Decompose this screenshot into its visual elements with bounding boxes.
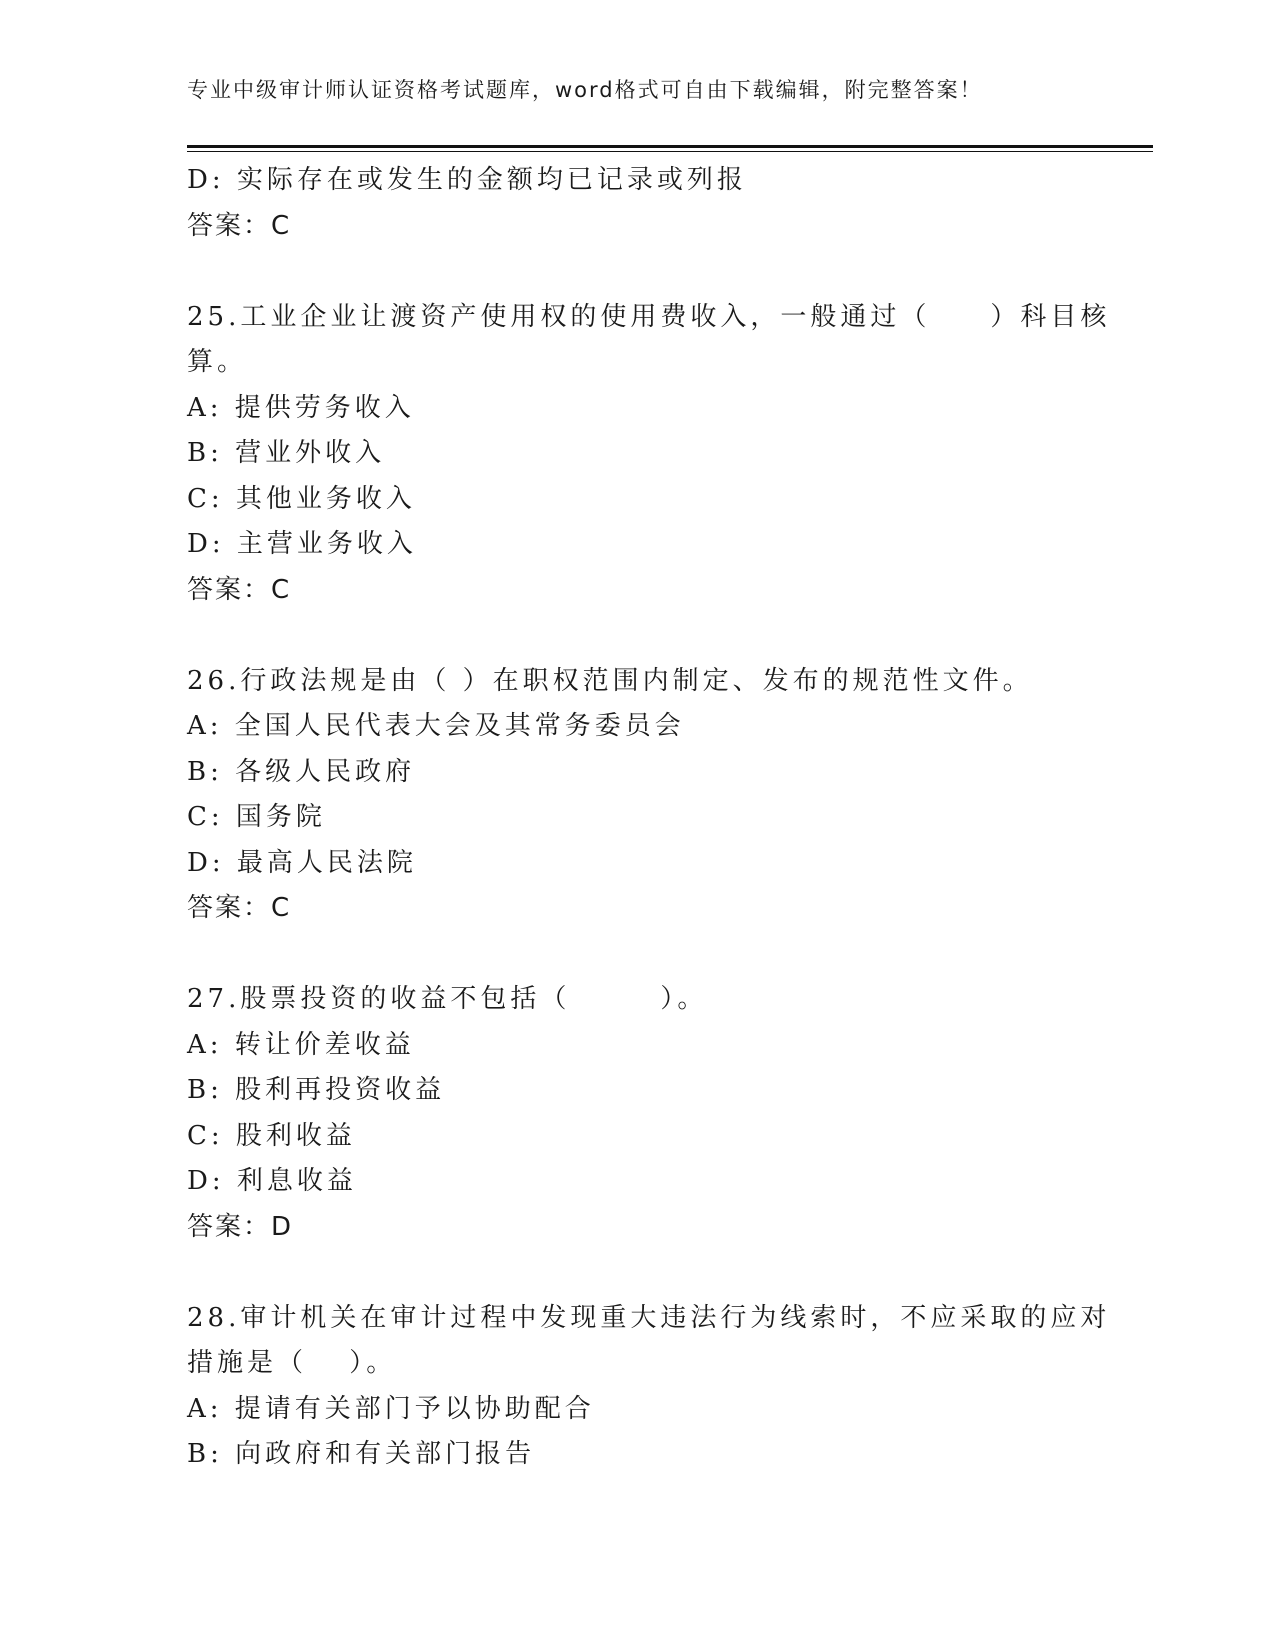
option-b: B: 营业外收入 — [187, 438, 386, 468]
question-27 — [187, 977, 1087, 1250]
option-c: C: 其他业务收入 — [187, 483, 416, 514]
question-28 — [187, 1296, 1111, 1478]
option-d: D: 利息收益 — [187, 1166, 357, 1196]
option-a: A: 转让价差收益 — [187, 1029, 415, 1060]
header-rule-thin — [187, 151, 1153, 152]
question-stem-cont: 算。 — [187, 347, 248, 377]
question-stem-cont: 措施是（ ）。 — [187, 1348, 397, 1378]
answer: 答案：C — [187, 574, 292, 605]
question-25 — [187, 295, 1111, 614]
answer: 答案：C — [187, 210, 292, 241]
option-c: C: 国务院 — [187, 802, 326, 832]
option-d: D: 实际存在或发生的金额均已记录或列报 — [187, 165, 747, 195]
question-stem: 28.审计机关在审计过程中发现重大违法行为线索时，不应采取的应对 — [187, 1302, 1111, 1333]
question-stem: 25.工业企业让渡资产使用权的使用费收入，一般通过（ ）科目核 — [187, 301, 1111, 332]
document-body — [187, 158, 1111, 1478]
option-a: A: 提供劳务收入 — [187, 392, 415, 423]
header-rule-thick — [187, 145, 1153, 148]
option-b: B: 各级人民政府 — [187, 756, 416, 787]
option-b: B: 向政府和有关部门报告 — [187, 1439, 536, 1469]
option-d: D: 主营业务收入 — [187, 529, 417, 559]
option-d: D: 最高人民法院 — [187, 847, 417, 878]
answer: 答案：D — [187, 1211, 294, 1242]
question-stem: 27.股票投资的收益不包括（ ）。 — [187, 984, 708, 1014]
page-header: 专业中级审计师认证资格考试题库，word格式可自由下载编辑，附完整答案！ — [187, 78, 983, 102]
option-a: A: 全国人民代表大会及其常务委员会 — [187, 711, 685, 741]
option-c: C: 股利收益 — [187, 1120, 356, 1151]
answer: 答案：C — [187, 893, 292, 923]
question-26 — [187, 659, 1087, 932]
question-stem: 26.行政法规是由（ ）在职权范围内制定、发布的规范性文件。 — [187, 665, 1033, 696]
option-a: A: 提请有关部门予以协助配合 — [187, 1393, 595, 1424]
option-b: B: 股利再投资收益 — [187, 1075, 446, 1105]
